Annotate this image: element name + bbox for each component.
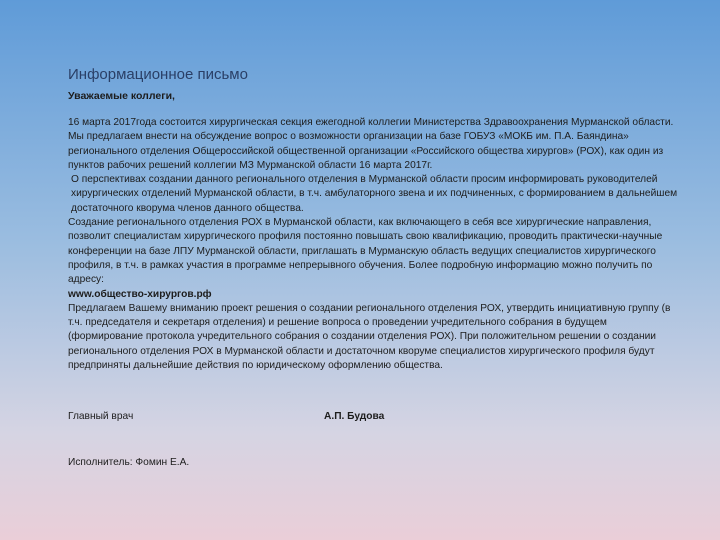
paragraph-proposal: Предлагаем Вашему вниманию проект решения о создании регионального отделения РОХ, утвердить инициативную группу (в т.ч. председателя и секретаря отделения) и решение вопроса о проведении учредительного собрания в будущем (формирование протокола учредительного собрания о создании отделения РОХ). При положительном решении о создании регионального отделения РОХ в Мурманской области и достаточном кворуме специалистов хирургического профиля будут предприняты дальнейшие действия по юридическому оформлению общества. <box>68 302 671 372</box>
paragraph-intro: 16 марта 2017года состоится хирургическая секция ежегодной коллегии Министерства Здравоохранения Мурманской области. Мы предлагаем внести на обсуждение вопрос о возможности организации на базе ГОБУЗ «МОКБ им. П.А. Баяндина» регионального отделения Общероссийской общественной организации «Российского общества хирургов» (РОХ), как один из пунктов рабочих решений коллегии МЗ Мурманской области 16 марта 2017г. <box>68 117 674 171</box>
letter-body <box>68 116 682 373</box>
signature-position: Главный врач <box>68 411 134 422</box>
document-title: Информационное письмо <box>68 66 248 83</box>
executor-line: Исполнитель: Фомин Е.А. <box>68 457 190 468</box>
greeting: Уважаемые коллеги, <box>68 90 175 102</box>
website-link[interactable]: www.общество-хирургов.рф <box>68 288 212 300</box>
paragraph-prospects: О перспективах создании данного регионального отделения в Мурманской области просим информировать руководителей хирургических отделений Мурманской области, в т.ч. амбулаторного звена и их подчиненных, с формированием в дальнейшем достаточного кворума членов данного общества. <box>71 174 678 214</box>
paragraph-benefits: Создание регионального отделения РОХ в Мурманской области, как включающего в себя все хирургические направления, позволит специалистам хирургического профиля постоянно повышать свою квалификацию, проводить практически-научные конференции на базе ЛПУ Мурманской области, приглашать в Мурманскую область ведущих специалистов хирургического профиля, в т.ч. в рамках участия в программе непрерывного обучения. Более подробную информацию можно получить по адресу: <box>68 217 663 286</box>
signature-name: А.П. Будова <box>324 411 385 422</box>
